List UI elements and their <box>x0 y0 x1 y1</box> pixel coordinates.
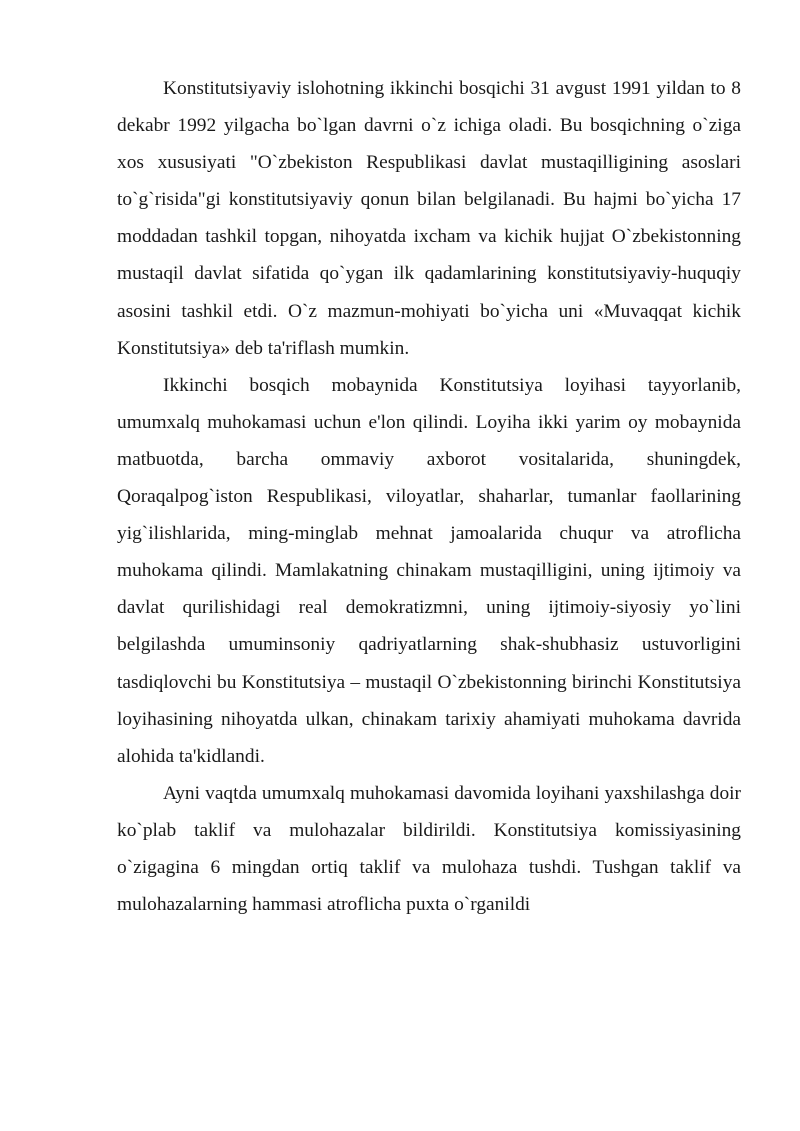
paragraph-3: Ayni vaqtda umumxalq muhokamasi davomida loyihani yaxshilashga doir ko`plab taklif va mulohazalar bildirildi. Konstitutsiya komissiyasining o`zigagina 6 mingdan ortiq taklif va mulohaza tushdi. Tushgan taklif va mulohazalarning hammasi atroflicha puxta o`rganildi <box>117 782 741 916</box>
document-body <box>117 70 741 923</box>
paragraph-1: Konstitutsiyaviy islohotning ikkinchi bosqichi 31 avgust 1991 yildan to 8 dekabr 1992 yilgacha bo`lgan davrni o`z ichiga oladi. Bu bosqichning o`ziga xos xususiyati "O`zbekiston Respublikasi davlat mustaqilligining asoslari to`g`risida"gi konstitutsiyaviy qonun bilan belgilanadi. Bu hajmi bo`yicha 17 moddadan tashkil topgan, nihoyatda ixcham va kichik hujjat O`zbekistonning mustaqil davlat sifatida qo`ygan ilk qadamlarining konstitutsiyaviy-huquqiy asosini tashkil etdi. O`z mazmun-mohiyati bo`yicha uni «Muvaqqat kichik Konstitutsiya» deb ta'riflash mumkin. <box>117 78 741 359</box>
paragraph-2: Ikkinchi bosqich mobaynida Konstitutsiya loyihasi tayyorlanib, umumxalq muhokamasi uchun e'lon qilindi. Loyiha ikki yarim oy mobaynida matbuotda, barcha ommaviy axborot vositalarida, shuningdek, Qoraqalpog`iston Respublikasi, viloyatlar, shaharlar, tumanlar faollarining yig`ilishlarida, ming-minglab mehnat jamoalarida chuqur va atroflicha muhokama qilindi. Mamlakatning chinakam mustaqilligini, uning ijtimoiy va davlat qurilishidagi real demokratizmni, uning ijtimoiy-siyosiy yo`lini belgilashda umuminsoniy qadriyatlarning shak-shubhasiz ustuvorligini tasdiqlovchi bu Konstitutsiya – mustaqil O`zbekistonning birinchi Konstitutsiya loyihasining nihoyatda ulkan, chinakam tarixiy ahamiyati muhokama davrida alohida ta'kidlandi. <box>117 374 741 767</box>
